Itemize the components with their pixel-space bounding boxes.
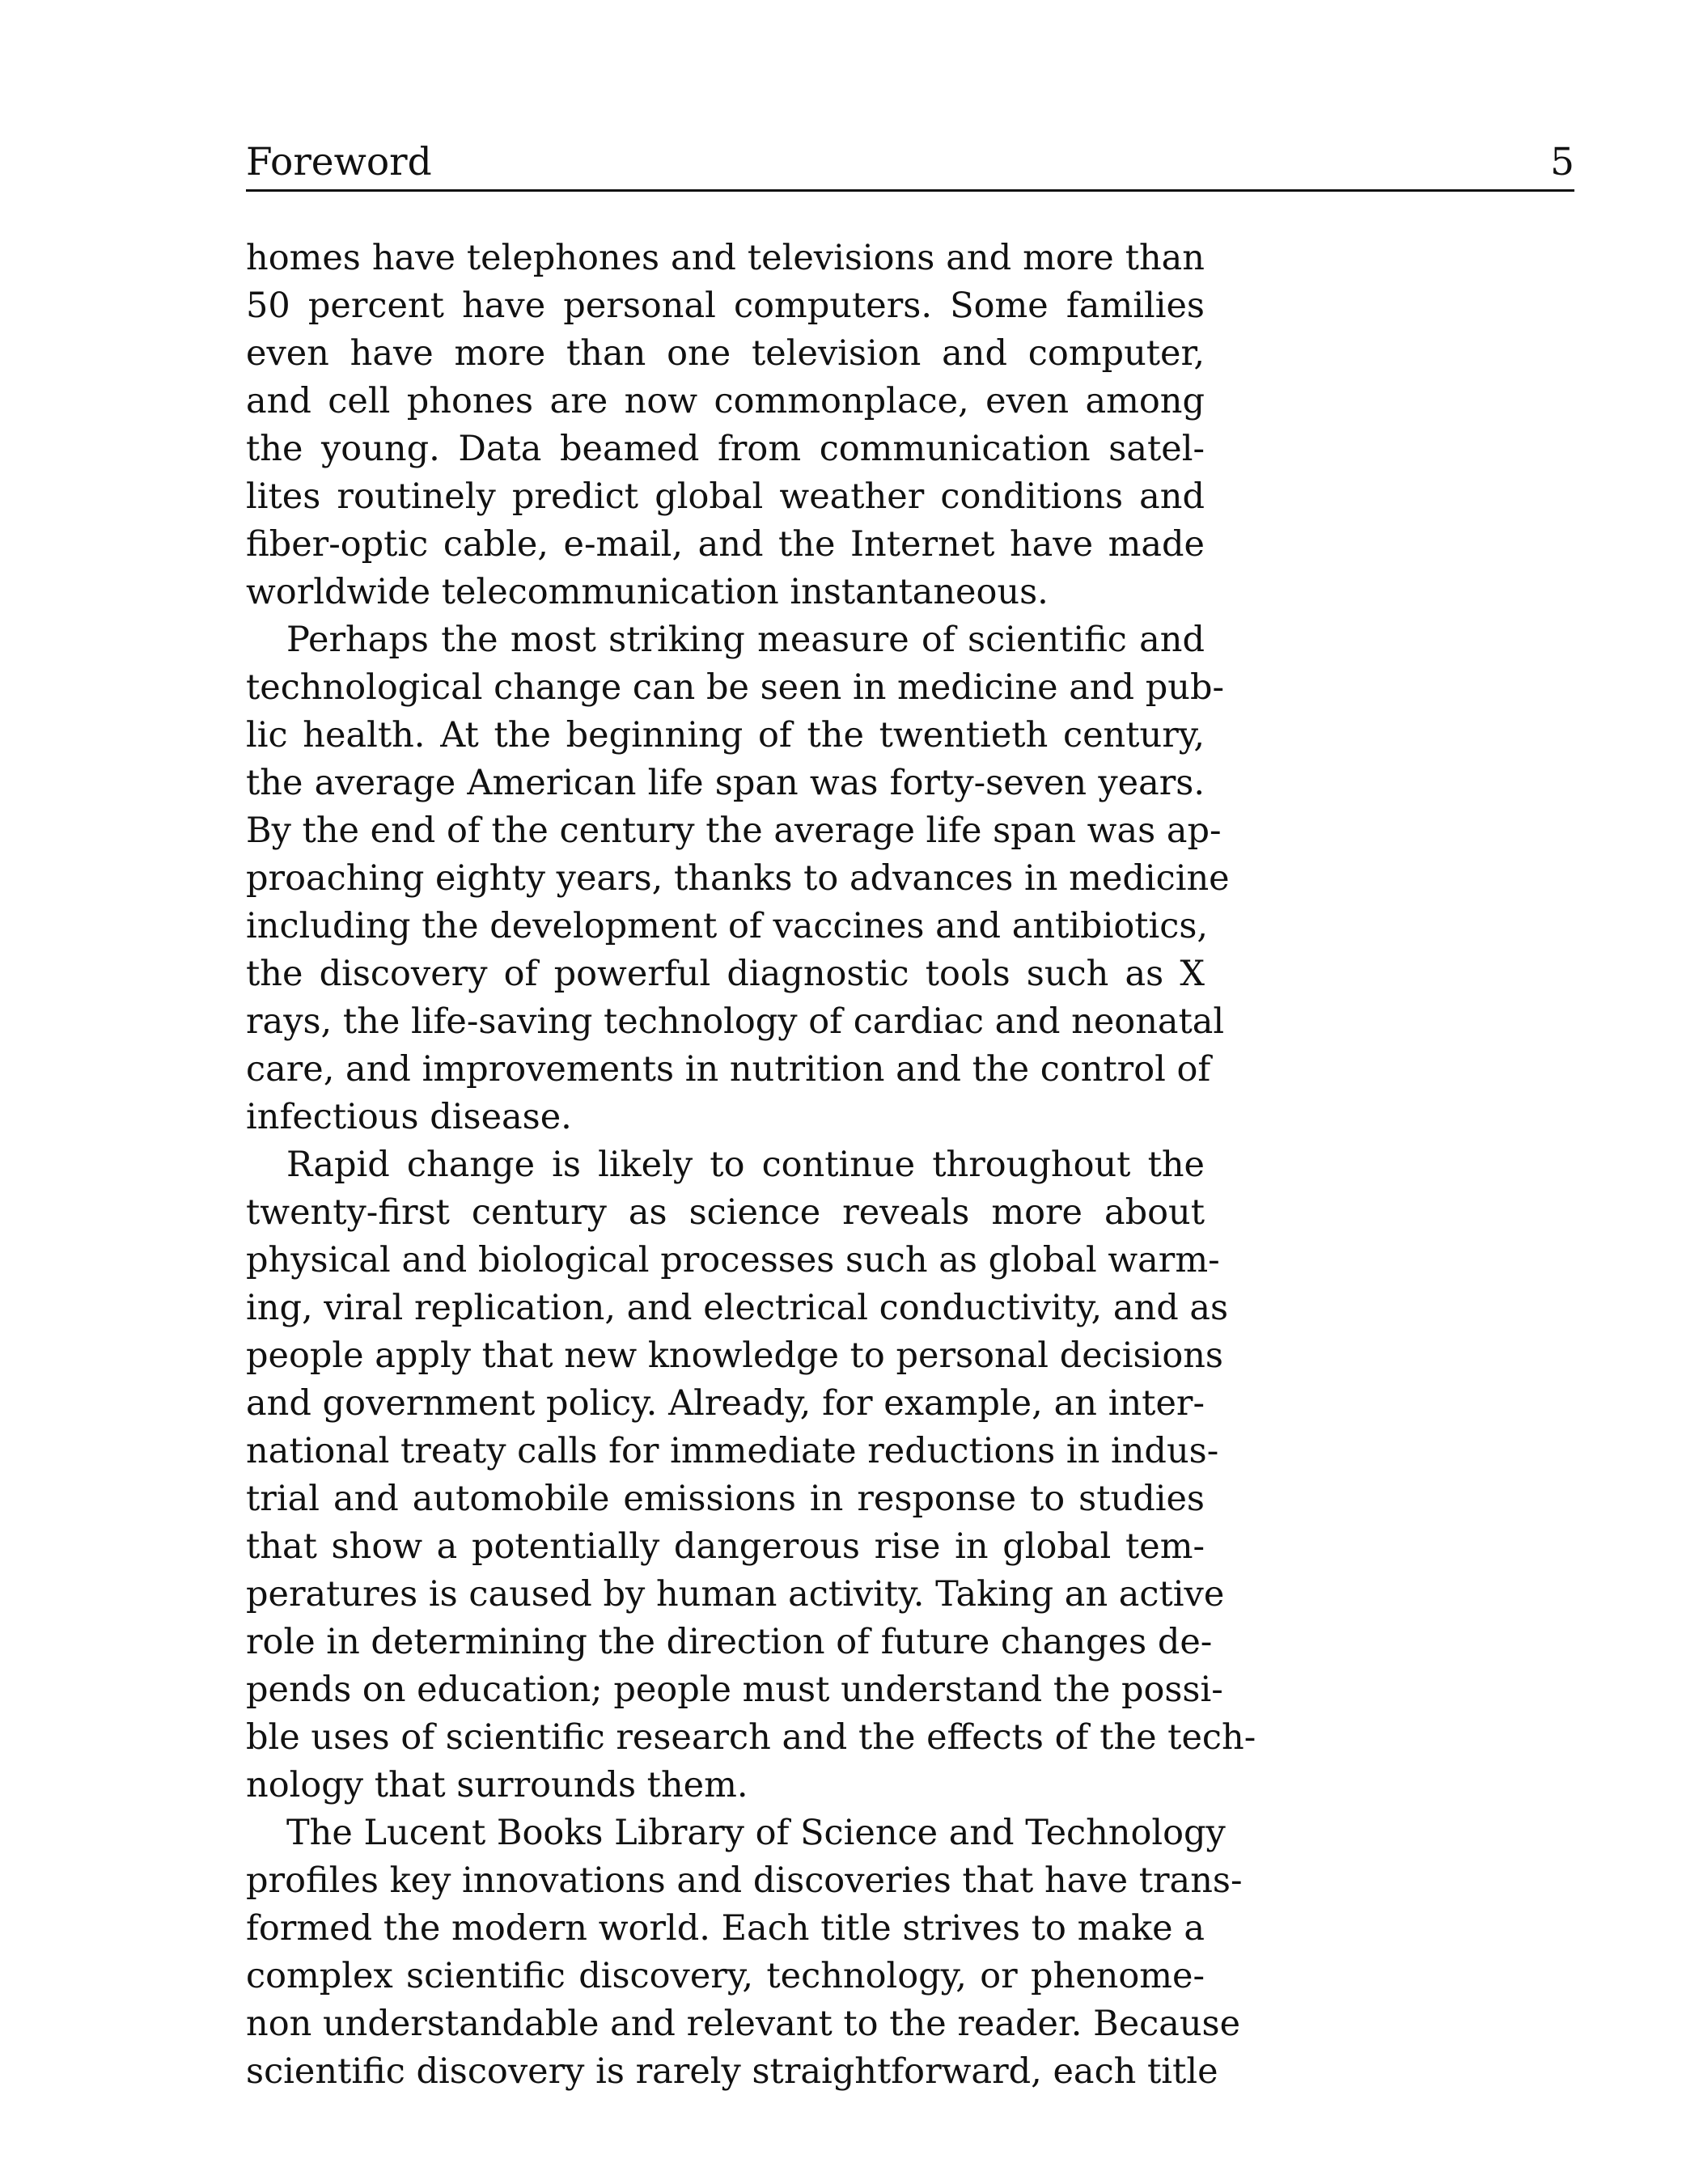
text-line: that show a potentially dangerous rise in global tem- (246, 1526, 1205, 1567)
text-line: national treaty calls for immediate reductions in indus- (246, 1431, 1219, 1471)
running-head (246, 136, 1574, 192)
text-line: Perhaps the most striking measure of scientific and (286, 620, 1205, 660)
text-line: physical and biological processes such as global warm- (246, 1240, 1220, 1280)
text-line: The Lucent Books Library of Science and Technology (286, 1813, 1226, 1853)
text-line: trial and automobile emissions in response to studies (246, 1479, 1205, 1519)
text-line: By the end of the century the average life span was ap- (246, 811, 1222, 851)
page-number: 5 (1550, 140, 1574, 184)
text-line: ing, viral replication, and electrical conductivity, and as (246, 1288, 1229, 1328)
text-line: pends on education; people must understand the possi- (246, 1670, 1223, 1710)
text-line: role in determining the direction of future changes de- (246, 1622, 1213, 1662)
text-line: proaching eighty years, thanks to advances in medicine (246, 858, 1230, 899)
text-line: non understandable and relevant to the reader. Because (246, 2004, 1241, 2044)
paragraph (246, 235, 1205, 616)
text-line: people apply that new knowledge to personal decisions (246, 1335, 1223, 1376)
text-line: the young. Data beamed from communication satel- (246, 429, 1205, 469)
text-line: including the development of vaccines and antibiotics, (246, 906, 1209, 946)
text-line: twenty-first century as science reveals more about (246, 1192, 1205, 1233)
body-text (246, 235, 1256, 2096)
text-line: scientific discovery is rarely straightforward, each title (246, 2051, 1218, 2092)
text-line: care, and improvements in nutrition and the control of (246, 1049, 1211, 1090)
text-line: rays, the life-saving technology of cardiac and neonatal (246, 1001, 1225, 1042)
text-line: formed the modern world. Each title strives to make a (246, 1908, 1205, 1949)
text-line: 50 percent have personal computers. Some families (246, 286, 1205, 326)
text-line: and cell phones are now commonplace, even among (246, 381, 1205, 421)
text-line: complex scientific discovery, technology, or phenome- (246, 1956, 1205, 1996)
text-line: fiber-optic cable, e-mail, and the Internet have made (246, 524, 1205, 565)
text-line: Rapid change is likely to continue throughout the (286, 1145, 1205, 1185)
paragraph (246, 616, 1230, 1141)
text-line: even have more than one television and computer, (246, 333, 1205, 374)
text-line: technological change can be seen in medicine and pub- (246, 667, 1224, 708)
paragraph (246, 1141, 1256, 1809)
text-line: infectious disease. (246, 1097, 572, 1137)
paragraph (246, 1809, 1243, 2096)
text-line: peratures is caused by human activity. Taking an active (246, 1574, 1225, 1615)
text-line: nology that surrounds them. (246, 1765, 748, 1805)
text-line: the discovery of powerful diagnostic tools such as X (246, 954, 1205, 994)
text-line: lites routinely predict global weather conditions and (246, 476, 1205, 517)
text-line: homes have telephones and televisions and more than (246, 238, 1205, 278)
text-line: and government policy. Already, for example, an inter- (246, 1383, 1205, 1424)
text-line: the average American life span was forty-seven years. (246, 763, 1205, 803)
running-head-title: Foreword (246, 140, 432, 184)
text-line: worldwide telecommunication instantaneous. (246, 572, 1049, 612)
text-line: lic health. At the beginning of the twentieth century, (246, 715, 1205, 756)
text-line: ble uses of scientific research and the effects of the tech- (246, 1717, 1256, 1758)
text-line: profiles key innovations and discoveries that have trans- (246, 1860, 1243, 1901)
